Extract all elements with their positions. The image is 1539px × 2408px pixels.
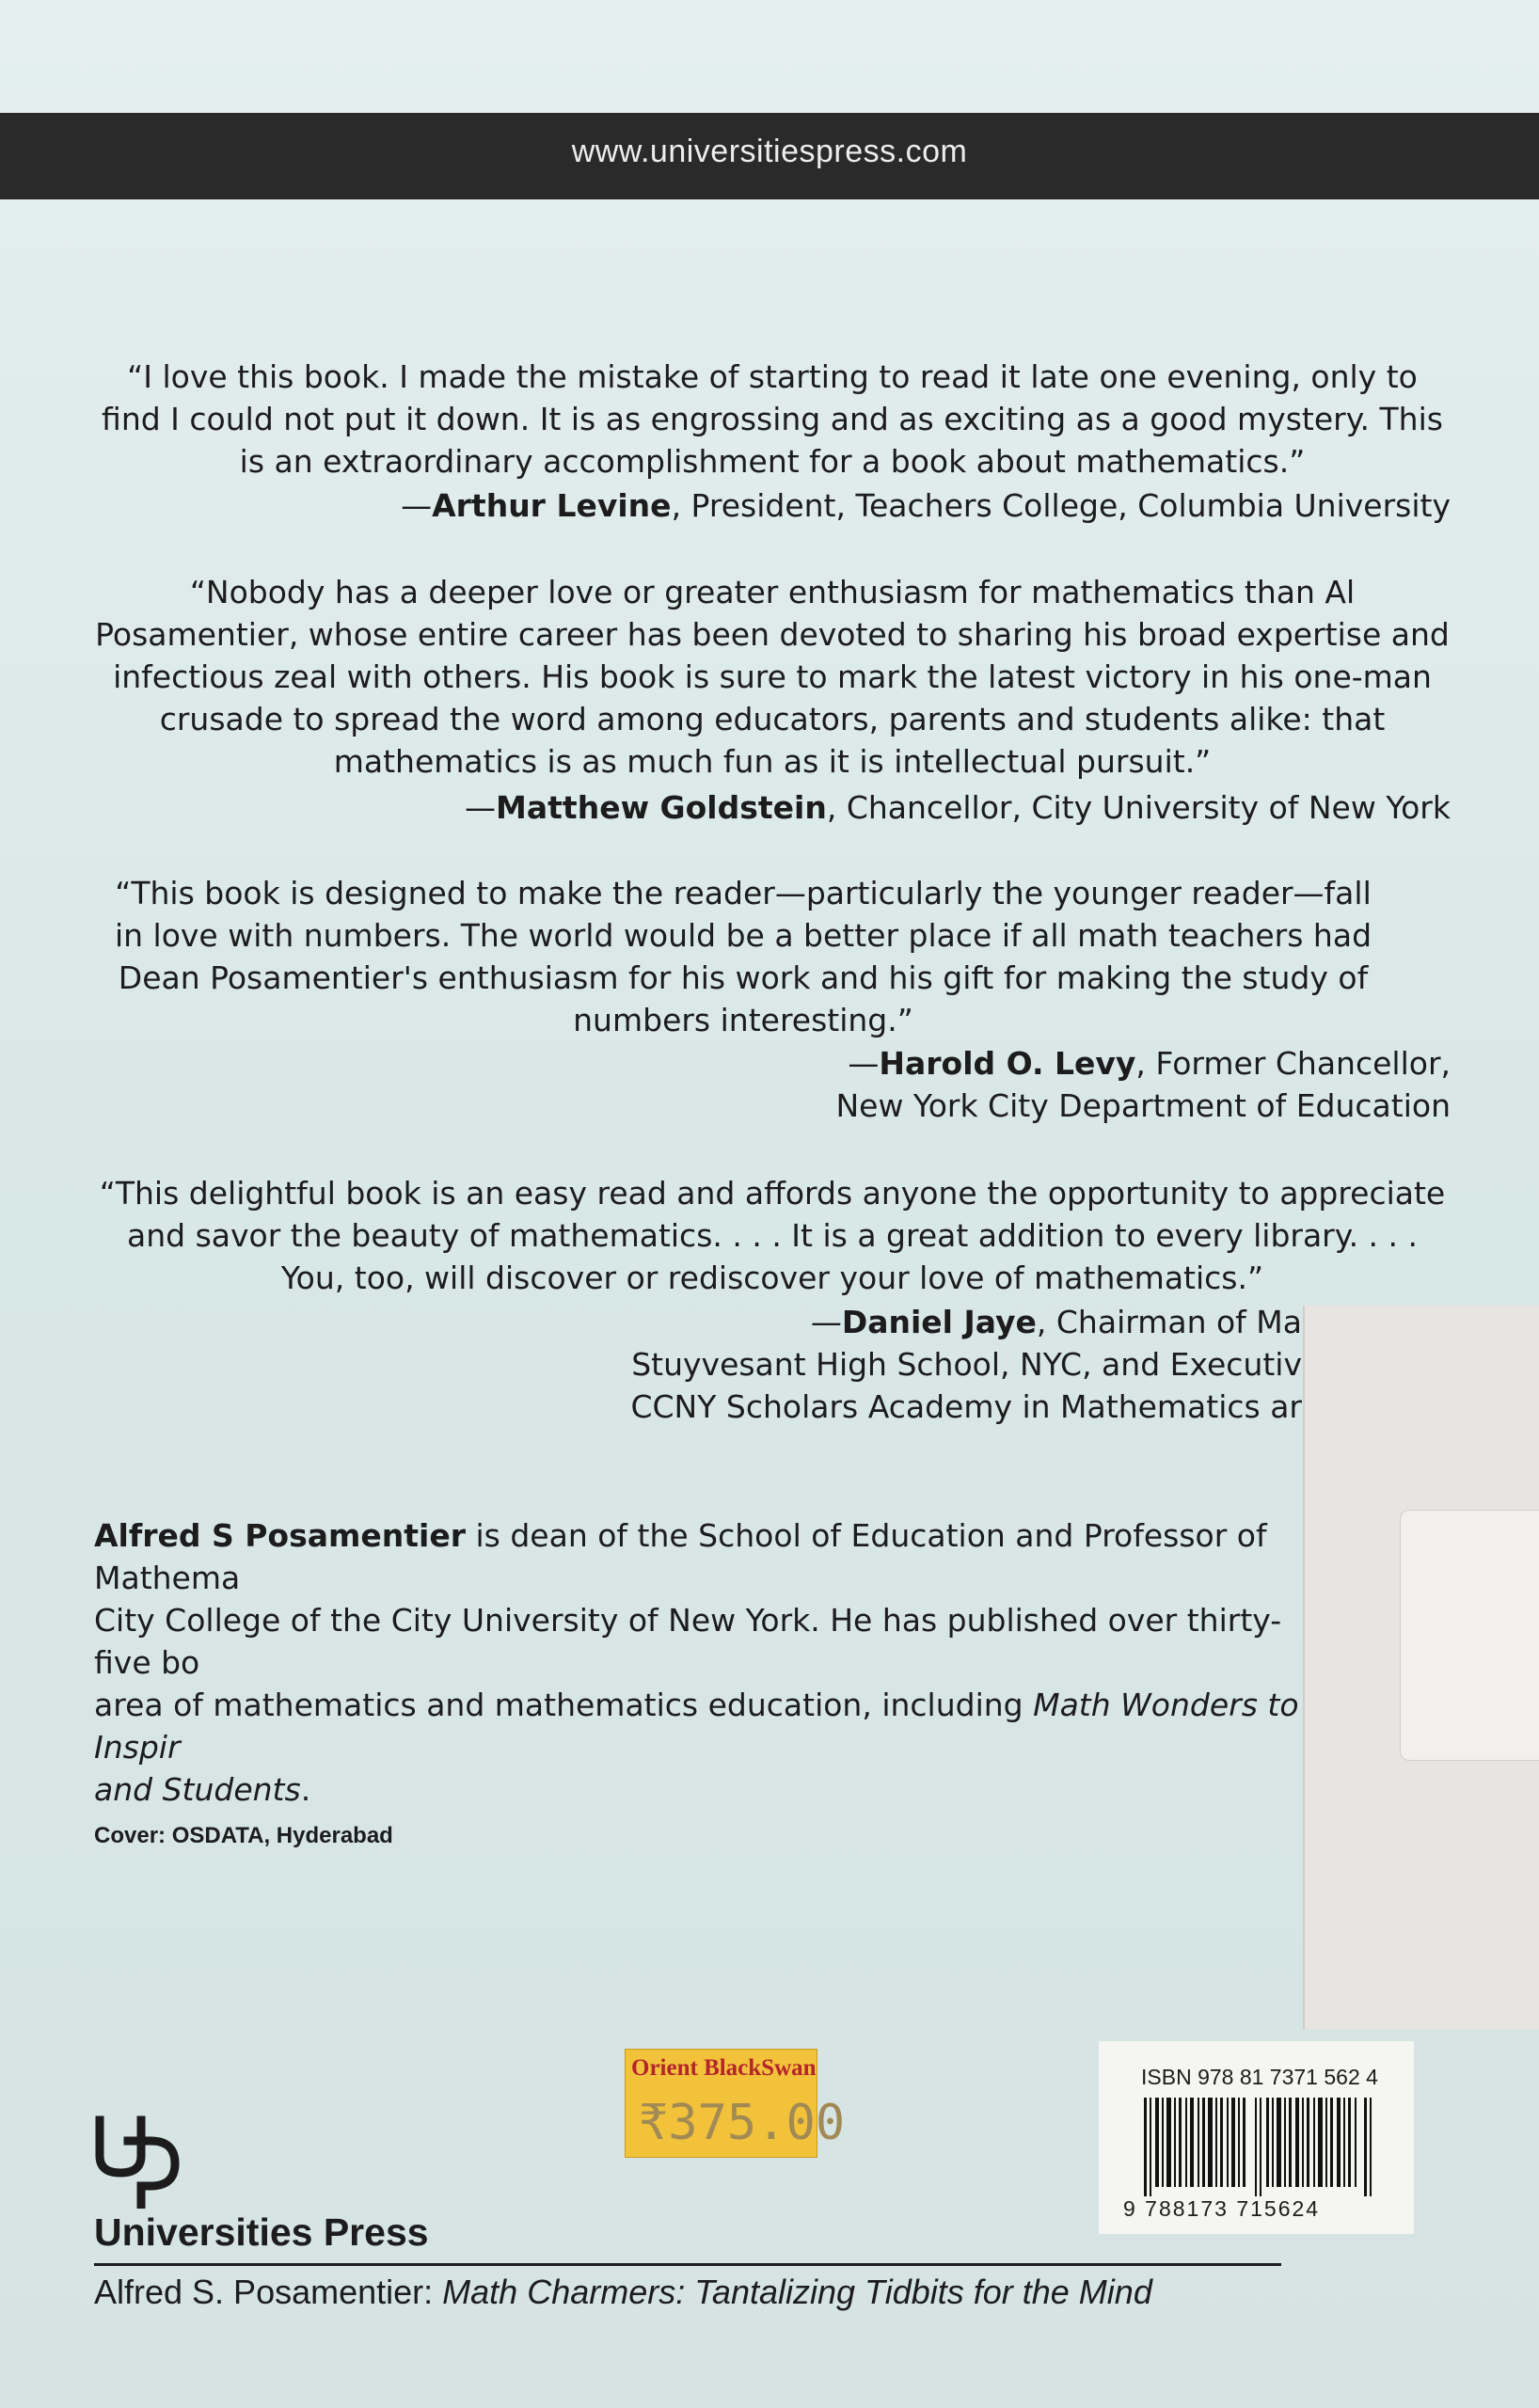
attribution-name: Matthew Goldstein [496, 789, 827, 826]
blank-sticker [1400, 1510, 1539, 1761]
publisher-url: www.universitiespress.com [571, 134, 968, 169]
quote-1: “I love this book. I made the mistake of starting to read it late one evening, only to find I could not put it down. It is as engrossing and as exciting as a good mystery. This is an extraordinary accomplishment for a book about mathematics.” [102, 358, 1443, 480]
quote-4: “This delightful book is an easy read and affords anyone the opportunity to appreciate and savor the beauty of mathematics. . . . It is a great addition to every library. . . . You, too, will discover or rediscover your love of mathematics.” [99, 1175, 1446, 1296]
publisher-name: Universities Press [94, 2210, 429, 2254]
quote-2: “Nobody has a deeper love or greater enthusiasm for mathematics than Al Posamentier, whose entire career has been devoted to sharing his broad expertise and infectious zeal with others. His book is sure to mark the latest victory in his one-man crusade to spread the word among educators, parents and students alike: that mathematics is as much fun as it is intellectual pursuit.” [95, 574, 1450, 780]
attribution-2: —Matthew Goldstein, Chancellor, City University of New York [465, 789, 1451, 826]
title-line: Alfred S. Posamentier: Math Charmers: Tantalizing Tidbits for the Mind [94, 2273, 1152, 2311]
url-band [0, 113, 1539, 199]
universities-press-logo-icon [92, 2115, 186, 2209]
attribution-3: —Harold O. Levy, Former Chancellor, New York City Department of Education [835, 1045, 1451, 1124]
author-bio: Alfred S Posamentier is dean of the School of Education and Professor of Mathema City College of the City University of New York. He has published over thirty-five bo area of mathematics and mathematics education, including Math Wonders to Inspir and Students. [94, 1517, 1299, 1808]
attribution-4: —Daniel Jaye, Chairman of Ma Stuyvesant High School, NYC, and Executiv CCNY Scholars Academy in Mathematics ar [630, 1304, 1302, 1425]
cover-credit: Cover: OSDATA, Hyderabad [94, 1823, 393, 1848]
attribution-name: Daniel Jaye [841, 1304, 1037, 1340]
divider [94, 2263, 1281, 2266]
attribution-name: Harold O. Levy [879, 1045, 1136, 1082]
price-amount: ₹375.00 [639, 2095, 846, 2151]
isbn-text: ISBN 978 81 7371 562 4 [1141, 2065, 1378, 2089]
barcode-digits: 9 788173 715624 [1123, 2196, 1321, 2221]
barcode-icon [1144, 2098, 1379, 2196]
price-sticker [625, 2049, 846, 2158]
barcode-label [1099, 2041, 1414, 2234]
attribution-name: Arthur Levine [432, 487, 672, 524]
quote-3: “This book is designed to make the reader—particularly the younger reader—fall in love with numbers. The world would be a better place if all math teachers had Dean Posamentier's enthusiasm for his work and his gift for making the study of numbers interesting.” [114, 875, 1372, 1038]
attribution-1: —Arthur Levine, President, Teachers College, Columbia University [401, 487, 1451, 524]
price-brand: Orient BlackSwan [631, 2055, 817, 2081]
